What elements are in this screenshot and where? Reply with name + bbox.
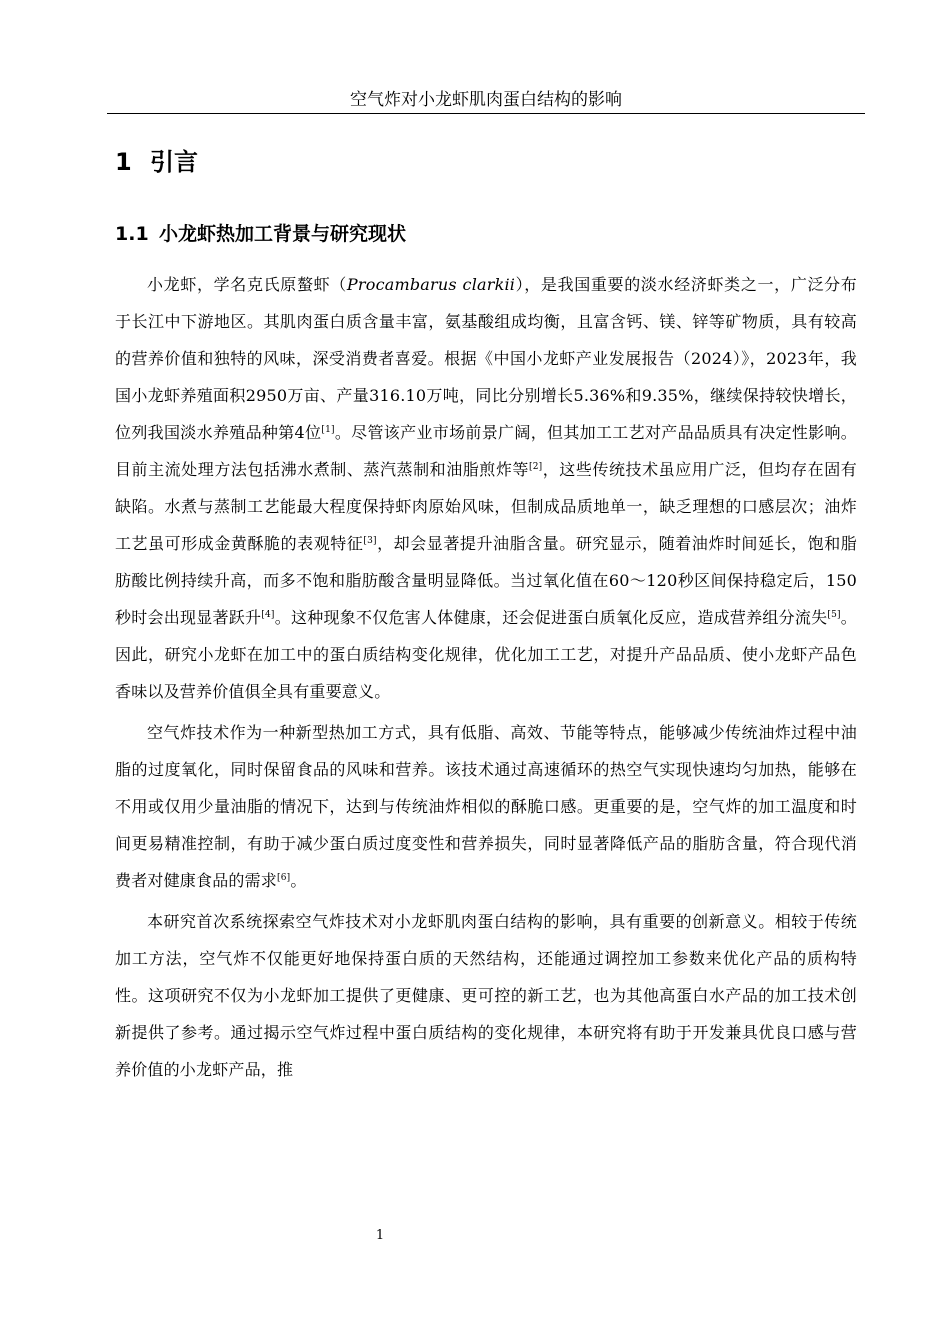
- page-body: [115, 140, 857, 1092]
- paragraph-text: 空气炸技术作为一种新型热加工方式，具有低脂、高效、节能等特点，能够减少传统油炸过程中油脂的过度氧化，同时保留食品的风味和营养。该技术通过高速循环的热空气实现快速均匀加热，能够在不用或仅用少量油脂的情况下，达到与传统油炸相似的酥脆口感。更重要的是，空气炸的加工温度和时间更易精准控制，有助于减少蛋白质过度变性和营养损失，同时显著降低产品的脂肪含量，符合现代消费者对健康食品的需求: [115, 723, 857, 890]
- paragraph-text: ），是我国重要的淡水经济虾类之一，广泛分布于长江中下游地区。其肌肉蛋白质含量丰富，氨基酸组成均衡，且富含钙、镁、锌等矿物质，具有较高的营养价值和独特的风味，深受消费者喜爱。根据《中国小龙虾产业发展报告（2024）》，2023年，我国小龙虾养殖面积2950万亩、产量316.10万吨，同比分别增长5.36%和9.35%，继续保持较快增长，位列我国淡水养殖品种第4位: [115, 275, 858, 442]
- citation-marker: [6]: [277, 873, 291, 883]
- subsection-number: 1.1: [115, 223, 149, 245]
- citation-marker: [2]: [529, 462, 543, 472]
- body-paragraph: [115, 714, 857, 899]
- paragraph-text: ，这些传统技术虽应用广泛，但均存在固有缺陷。水煮与蒸制工艺能最大程度保持虾肉原始风味，但制成品质地单一，缺乏理想的口感层次；油炸工艺虽可形成金黄酥脆的表观特征: [115, 460, 857, 553]
- citation-marker: [1]: [321, 425, 335, 435]
- citation-marker: [3]: [363, 536, 377, 546]
- paragraph-text: 。尽管该产业市场前景广阔，但其加工工艺对产品品质具有决定性影响。目前主流处理方法包括沸水煮制、蒸汽蒸制和油脂煎炸等: [115, 423, 857, 479]
- citation-marker: [5]: [827, 610, 841, 620]
- page-number: 1: [375, 1228, 385, 1243]
- paragraph-text: 。这种现象不仅危害人体健康，还会促进蛋白质氧化反应，造成营养组分流失: [274, 608, 828, 627]
- section-title: 引言: [150, 148, 198, 176]
- subsection-title: 小龙虾热加工背景与研究现状: [159, 223, 407, 245]
- body-paragraph: [115, 266, 857, 710]
- running-header: [107, 88, 865, 114]
- paragraph-text: 。因此，研究小龙虾在加工中的蛋白质结构变化规律，优化加工工艺，对提升产品品质、使小龙虾产品色香味以及营养价值俱全具有重要意义。: [115, 608, 857, 701]
- running-title: 空气炸对小龙虾肌肉蛋白结构的影响: [350, 90, 622, 110]
- subsection-heading: [115, 214, 857, 254]
- section-heading: [115, 140, 857, 184]
- paragraph-text: 小龙虾，学名克氏原螯虾（: [147, 275, 347, 294]
- section-number: 1: [115, 148, 132, 176]
- paragraph-text: 本研究首次系统探索空气炸技术对小龙虾肌肉蛋白结构的影响，具有重要的创新意义。相较于传统加工方法，空气炸不仅能更好地保持蛋白质的天然结构，还能通过调控加工参数来优化产品的质构特性。这项研究不仅为小龙虾加工提供了更健康、更可控的新工艺，也为其他高蛋白水产品的加工技术创新提供了参考。通过揭示空气炸过程中蛋白质结构的变化规律，本研究将有助于开发兼具优良口感与营养价值的小龙虾产品，推: [115, 912, 857, 1079]
- paragraph-text: ，却会显著提升油脂含量。研究显示，随着油炸时间延长，饱和脂肪酸比例持续升高，而多不饱和脂肪酸含量明显降低。当过氧化值在60～120秒区间保持稳定后，150秒时会出现显著跃升: [115, 534, 857, 627]
- species-name: Procambarus clarkii: [346, 275, 516, 294]
- citation-marker: [4]: [261, 610, 275, 620]
- body-paragraph: [115, 903, 857, 1088]
- paragraph-text: 。: [290, 871, 307, 890]
